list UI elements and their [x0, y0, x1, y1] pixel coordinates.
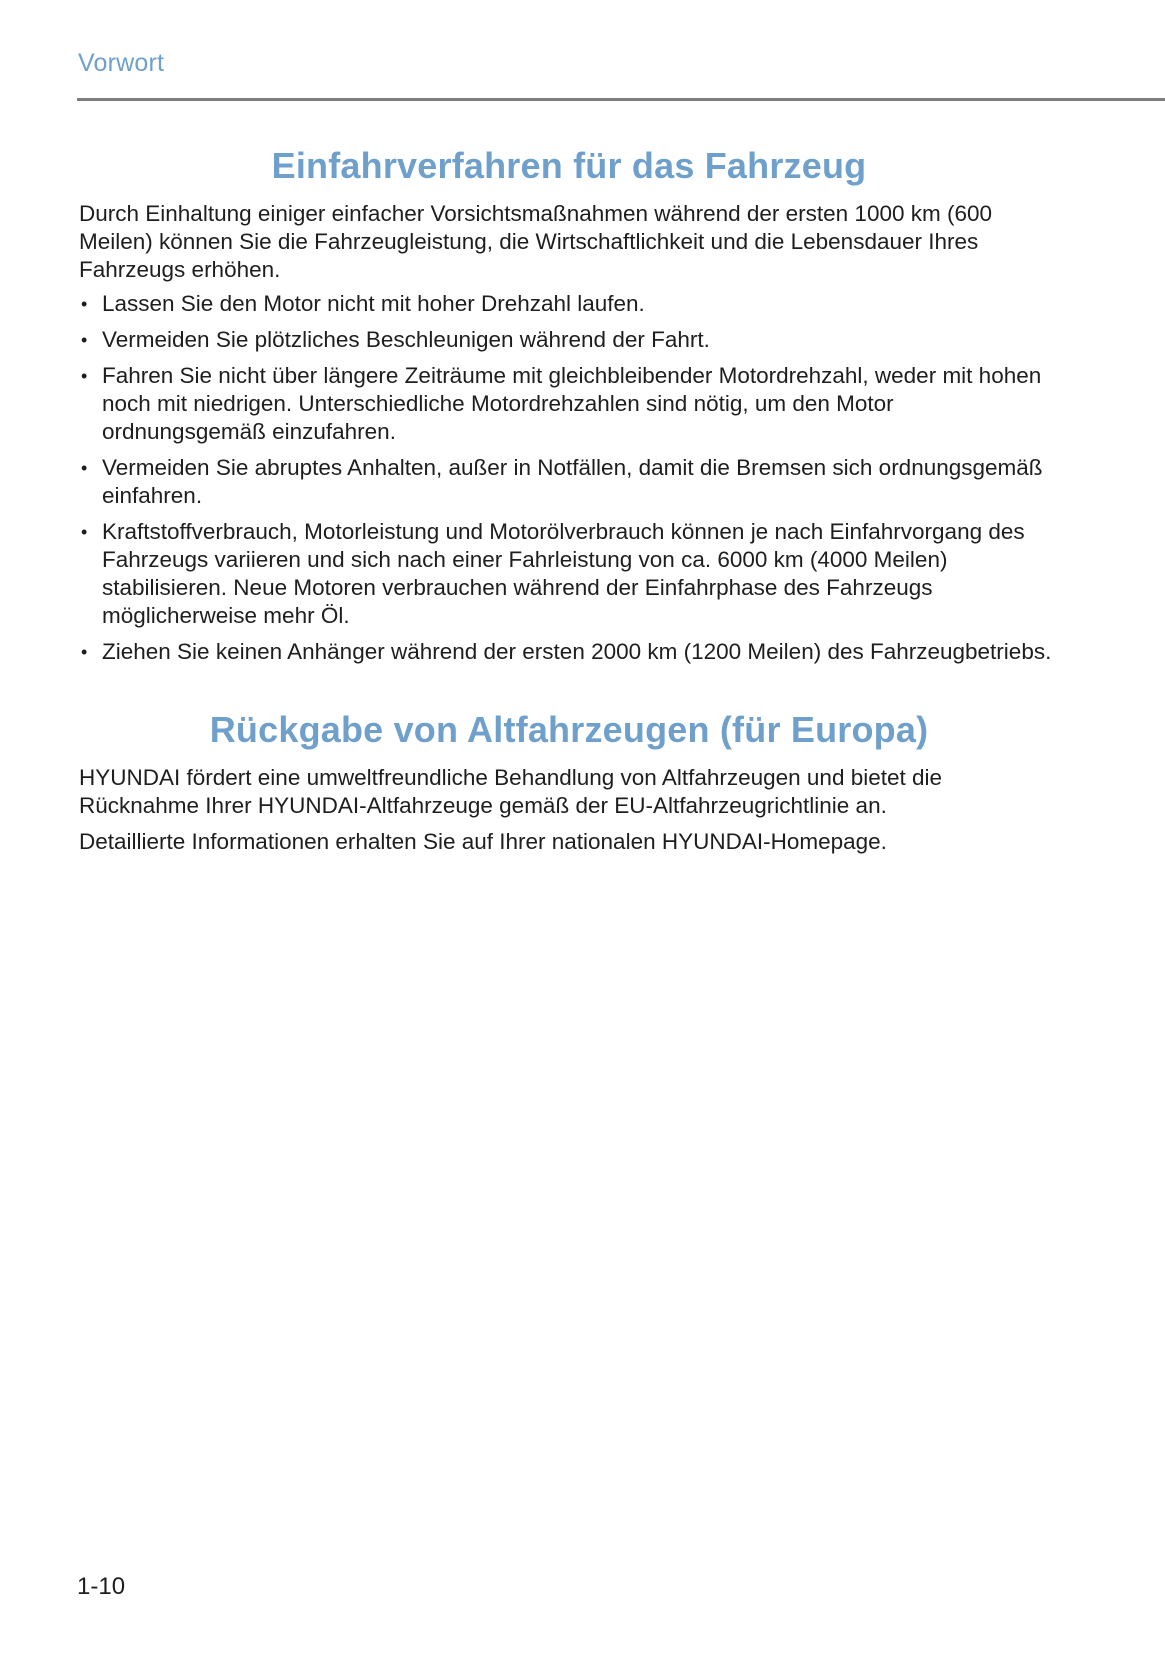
bullet-icon: •: [81, 522, 88, 542]
list-item-text: Ziehen Sie keinen Anhänger während der ersten 2000 km (1200 Meilen) des Fahrzeugbetriebs.: [102, 639, 1052, 664]
bullet-icon: •: [81, 294, 88, 314]
list-item: [79, 638, 1059, 666]
list-item: [79, 290, 1059, 318]
list-item: [79, 454, 1059, 510]
list-item-text: Vermeiden Sie abruptes Anhalten, außer in Notfällen, damit die Bremsen sich ordnungsgemäß einfahren.: [102, 455, 1043, 508]
page-number: 1-10: [77, 1573, 126, 1600]
list-item-text: Lassen Sie den Motor nicht mit hoher Drehzahl laufen.: [102, 291, 645, 316]
section-title-break-in: Einfahrverfahren für das Fahrzeug: [271, 145, 867, 186]
bullet-icon: •: [81, 366, 88, 386]
break-in-bullet-list: [79, 290, 1059, 666]
info-paragraph: Detaillierte Informationen erhalten Sie auf Ihrer nationalen HYUNDAI-Homepage.: [79, 829, 887, 854]
bullet-icon: •: [81, 642, 88, 662]
list-item-text: Vermeiden Sie plötzliches Beschleunigen während der Fahrt.: [102, 327, 710, 352]
list-item: [79, 518, 1059, 630]
list-item-text: Fahren Sie nicht über längere Zeiträume mit gleichbleibender Motordrehzahl, weder mit hohen noch mit niedrigen. Unterschiedliche Motordrehzahlen sind nötig, um den Motor ordnungsgemäß einzufahren.: [102, 363, 1042, 444]
running-header: Vorwort: [78, 49, 165, 77]
bullet-icon: •: [81, 458, 88, 478]
section-title-vehicle-return: Rückgabe von Altfahrzeugen (für Europa): [209, 709, 929, 750]
section-intro-paragraph: Durch Einhaltung einiger einfacher Vorsichtsmaßnahmen während der ersten 1000 km (600 Meilen) können Sie die Fahrzeugleistung, die Wirtschaftlichkeit und die Lebensdauer Ihres Fahrzeugs erhöhen.: [79, 201, 993, 282]
list-item-text: Kraftstoffverbrauch, Motorleistung und Motorölverbrauch können je nach Einfahrvorgang des Fahrzeugs variieren und sich nach einer Fahrleistung von ca. 6000 km (4000 Meilen) stabilisieren. Neue Motoren verbrauchen während der Einfahrphase des Fahrzeugs möglicherweise mehr Öl.: [102, 519, 1025, 628]
bullet-icon: •: [81, 330, 88, 350]
return-paragraph: HYUNDAI fördert eine umweltfreundliche Behandlung von Altfahrzeugen und bietet die Rücknahme Ihrer HYUNDAI-Altfahrzeuge gemäß der EU-Altfahrzeugrichtlinie an.: [79, 765, 943, 818]
list-item: [79, 326, 1059, 354]
list-item: [79, 362, 1059, 446]
page-content: [79, 140, 1059, 856]
header-divider: [77, 98, 1165, 101]
